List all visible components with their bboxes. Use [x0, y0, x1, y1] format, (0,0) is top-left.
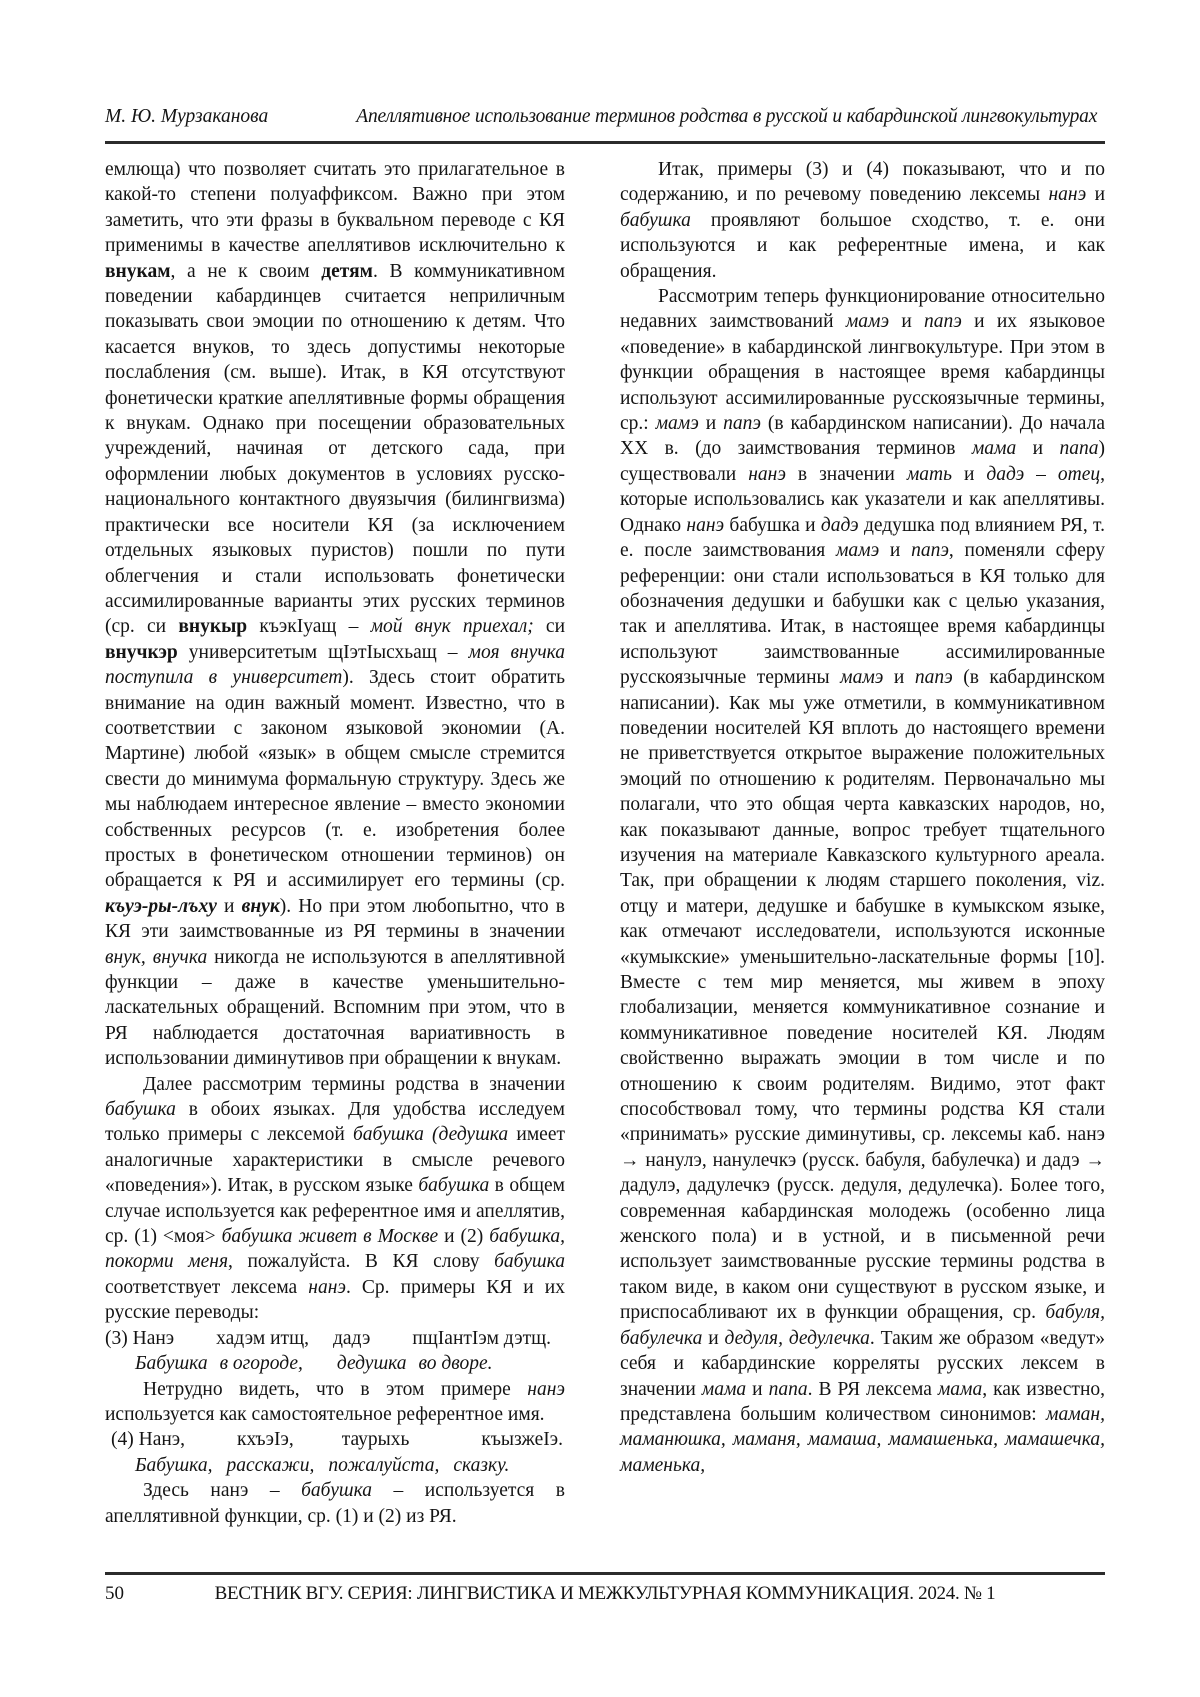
example-gap	[174, 1343, 216, 1344]
text-run: и	[951, 463, 987, 485]
text-run: – используется в апеллятивной функции, ср. (1) и (2) из РЯ.	[105, 1480, 565, 1527]
header-rule	[105, 141, 1105, 144]
example-gap	[407, 1368, 419, 1369]
paragraph	[105, 157, 565, 1072]
text-run: къуэ-ры-лъху	[105, 895, 217, 917]
text-run: бабушка	[620, 209, 691, 231]
text-run: используется как самостоятельное референтное имя.	[105, 1403, 545, 1425]
footer-rule	[105, 1572, 1105, 1575]
text-run: в огороде,	[219, 1353, 303, 1375]
text-run: соответствует лексема	[105, 1276, 309, 1298]
column-left	[105, 157, 565, 1529]
text-run: и	[1016, 438, 1060, 460]
text-run: (в кабардинском написании). Как мы уже отметили, в коммуникативном поведении носителей КЯ вплоть до настоящего времени не приветствуется открытое выражение положительных эмоций по отношению к родителям. Первоначально мы полагали, что это общая черта кавказских народов, но, как показывают данные, вопрос требует тщательного изучения на материале Кавказского культурного ареала. Так, при обращении к людям старшего поколения, viz. отцу и матери, дедушке и бабушке в кумыкском языке, как отмечают исследователи, используются исконные «кумыкские» уменьшительно-ласкательные формы [10]. Вместе с тем мир меняется, мы живем в эпоху глобализации, меняется коммуникативное сознание и коммуникативное поведение носителей КЯ. Людям свойственно выражать эмоции в том числе и по отношению к своим родителям. Видимо, этот факт способствовал тому, что термины родства КЯ стали «принимать» русские диминутивы, ср. лексемы каб. нанэ → нанулэ, нанулечкэ (русск. бабуля, бабулечка) и дадэ → дадулэ, дадулечкэ (русск. дедуля, дедулечка). Более того, современная кабардинская молодежь (особенно лица женского пола) и в устной, и в письменной речи использует заимствованные русские термины родства в таком виде, в каком они существуют в русском языке, и приспосабливают их в функции обращения, ср.	[620, 667, 1105, 1324]
text-run: пожалуйста,	[328, 1454, 440, 1476]
paragraph	[105, 1351, 565, 1376]
text-run: ). Но при этом любопытно, что в КЯ эти заимствованные из РЯ термины в значении	[105, 895, 566, 943]
text-run: бабушка (дедушка	[352, 1124, 509, 1146]
text-run: мой внук приехал;	[370, 616, 534, 638]
text-run: бабуля, бабулечка	[620, 1302, 1105, 1349]
text-run: и их языковое «поведение» в кабардинской лингвокультуре. При этом в функции обращения в настоящее время кабардинцы используют ассимилированные русскоязычные термины, ср.:	[620, 311, 1105, 435]
text-run: . Таким же образом «ведут» себя и кабардинские корреляты русских лексем в значении	[620, 1327, 1105, 1400]
paragraph	[620, 284, 1105, 1478]
text-run: ). Здесь стоит обратить внимание на один важный момент. Известно, что в соответствии с законом языковой экономии (А. Мартине) любой «язык» в общем смысле стремится свести до минимума формальную структуру. Здесь же мы наблюдаем интересное явление – вместо экономии собственных ресурсов (т. е. изобретения более простых в фонетическом отношении терминов) он обращается к РЯ и ассимилирует его термины (ср.	[105, 667, 565, 892]
text-run: дадэ	[820, 514, 859, 536]
text-run: в значении	[785, 463, 907, 485]
text-run: внукам	[105, 260, 171, 282]
text-run: в общем случае используется как референтное имя и апеллятив, ср. (1) <моя>	[105, 1175, 566, 1248]
text-run: . В коммуникативном поведении кабардинцев считается неприличным показывать свои эмоции по отношению к детям. Что касается внуков, то здесь допустимы некоторые послабления (см. выше). Итак, в КЯ отсутствуют фонетически краткие апеллятивные формы обращения к внукам. Однако при посещении образовательных учреждений, начиная от детского сада, при оформлении любых документов в условиях русско-национального контактного двуязычия (билингвизма) практически все носители КЯ (за исключением отдельных языковых пуристов) пошли по пути облегчения и стали использовать фонетически ассимилированные варианты этих русских терминов (ср. си	[105, 260, 565, 638]
column-right	[620, 157, 1105, 1529]
text-run: къэкIуащ –	[247, 616, 371, 638]
text-run: нанэ	[308, 1276, 346, 1298]
example-gap	[185, 1444, 237, 1445]
text-run: мамэ	[835, 540, 880, 562]
page-number: 50	[105, 1582, 124, 1604]
text-run: дедушка под влиянием РЯ, т. е. после заимствования	[620, 514, 1105, 562]
text-run: мама	[971, 438, 1017, 460]
text-run: (в кабардинском написании). До начала XX в. (до заимствования терминов	[620, 413, 1106, 460]
example-gap	[370, 1343, 412, 1344]
text-run: бабушка	[105, 1099, 176, 1121]
text-run: папэ	[914, 667, 953, 689]
text-run: . В РЯ лексема	[807, 1378, 938, 1400]
text-run: в обоих языках. Для удобства исследуем только примеры с лексемой	[105, 1099, 565, 1146]
text-run: бабушка	[494, 1251, 565, 1273]
text-run: (3) Нанэ	[105, 1327, 175, 1349]
example-gap	[212, 1470, 226, 1471]
text-run: никогда не используются в апеллятивной функции – даже в качестве уменьшительно-ласкательных обращений. Вспомним при этом, что в РЯ наблюдается достаточная вариативность в использовании диминутивов при обращении к внукам.	[105, 946, 565, 1070]
text-run: Бабушка,	[135, 1454, 213, 1476]
text-run: къызжеIэ.	[481, 1429, 563, 1451]
text-run: Далее рассмотрим термины родства в значении	[143, 1073, 565, 1095]
text-run: бабушка и	[724, 514, 821, 536]
paragraph	[105, 1326, 565, 1351]
text-run: , поменяли сферу референции: они стали использоваться в КЯ только для обозначения дедушки и бабушки как с целью указания, так и апеллятива. Итак, в настоящее время кабардинцы используют заимствованные ассимилированные русскоязычные термины	[620, 540, 1106, 689]
header-article-title: Апеллятивное использование терминов родства в русской и кабардинской лингвокультурах	[356, 106, 1098, 127]
text-run: пщIантIэм дэтщ.	[412, 1327, 551, 1349]
text-run: . Ср. примеры КЯ и их русские переводы:	[105, 1276, 565, 1324]
text-run: папэ	[924, 311, 962, 333]
text-run: дедуля, дедулечка	[724, 1327, 870, 1349]
text-run: папэ	[911, 540, 949, 562]
text-run: , как известно, представлена большим количеством синонимов:	[620, 1378, 1106, 1425]
text-run: Рассмотрим теперь функционирование относительно недавних заимствований	[620, 286, 1105, 333]
page-footer	[105, 1572, 1105, 1605]
text-run: папэ	[723, 413, 761, 435]
text-run: таурыхь	[341, 1429, 410, 1451]
text-run: нанэ	[686, 514, 725, 536]
example-gap	[439, 1470, 453, 1471]
text-run: внук	[241, 895, 280, 917]
text-run: внук, внучка	[105, 946, 208, 968]
running-head	[105, 106, 1105, 128]
text-run: и	[702, 1327, 725, 1349]
text-run: мамэ	[845, 311, 890, 333]
text-run: Итак, примеры (3) и (4) показывают, что и по содержанию, и по речевому поведению лексемы	[620, 159, 1105, 206]
text-run: Нетрудно видеть, что в этом примере	[143, 1378, 528, 1400]
text-run: имеет аналогичные характеристики в смысле речевого «поведения»). Итак, в русском языке	[105, 1124, 565, 1197]
header-author: М. Ю. Мурзаканова	[105, 106, 269, 127]
text-run: и	[746, 1378, 769, 1400]
text-run: расскажи,	[226, 1454, 315, 1476]
paragraph	[620, 157, 1105, 284]
text-run: дедушка	[336, 1353, 407, 1375]
text-run: нанэ	[748, 463, 786, 485]
text-run: , которые использовались как указатели и как апеллятивы. Однако	[620, 463, 1105, 536]
text-run: мама	[701, 1378, 747, 1400]
text-run: университетым щIэтIысхьащ –	[177, 641, 469, 663]
text-run: Бабушка	[135, 1353, 208, 1375]
text-run: внукыр	[178, 616, 248, 638]
text-run: моя внучка поступила в университет	[105, 641, 566, 689]
text-run: мамэ	[840, 667, 884, 689]
text-run: во дворе.	[418, 1353, 493, 1375]
text-run: нанэ	[1048, 184, 1087, 206]
text-run: и	[1086, 184, 1106, 206]
example-gap	[314, 1470, 328, 1471]
text-run: бабушка	[301, 1480, 372, 1502]
example-gap	[208, 1368, 220, 1369]
text-run: си	[533, 616, 566, 638]
article-body	[105, 157, 1105, 1529]
text-run: внучкэр	[105, 641, 178, 663]
text-run: бабушка	[418, 1175, 490, 1197]
text-run: проявляют большое сходство, т. е. они используются и как референтные имена, и как обращения.	[620, 209, 1105, 282]
example-gap	[409, 1444, 481, 1445]
text-run: , пожалуйста. В КЯ слову	[228, 1251, 495, 1273]
text-run: кхъэIэ,	[237, 1429, 294, 1451]
text-run: маман, маманюшка, маманя, мамаша, мамашенька, мамашечка, маменька,	[620, 1403, 1105, 1476]
paragraph	[105, 1072, 565, 1326]
text-run: папа	[1059, 438, 1099, 460]
text-run: , а не к своим	[170, 260, 322, 282]
text-run: (4) Нанэ,	[111, 1429, 186, 1451]
text-run: папа	[768, 1378, 808, 1400]
text-run: и	[216, 895, 242, 917]
paragraph	[105, 1377, 565, 1428]
text-run: ) существовали	[620, 438, 1106, 485]
text-run: дадэ – отец	[986, 463, 1101, 485]
example-gap	[294, 1444, 342, 1445]
text-run: и (2)	[438, 1226, 490, 1248]
text-run: мамэ	[655, 413, 699, 435]
paragraph	[105, 1453, 565, 1478]
text-run: дадэ	[332, 1327, 371, 1349]
text-run: хадэм итщ,	[216, 1327, 309, 1349]
text-run: и	[889, 311, 925, 333]
example-gap	[303, 1368, 337, 1369]
text-run: и	[883, 667, 915, 689]
text-run: бабушка живет в Москве	[221, 1226, 439, 1248]
text-run: и	[698, 413, 724, 435]
example-gap	[309, 1343, 333, 1344]
text-run: мать	[906, 463, 952, 485]
text-run: детям	[321, 260, 373, 282]
text-run: и	[879, 540, 912, 562]
text-run: Здесь нанэ –	[143, 1480, 302, 1502]
text-run: мама	[937, 1378, 983, 1400]
paragraph	[105, 1427, 565, 1452]
paragraph	[105, 1478, 565, 1529]
journal-title: ВЕСТНИК ВГУ. СЕРИЯ: ЛИНГВИСТИКА И МЕЖКУЛЬТУРНАЯ КОММУНИКАЦИЯ. 2024. № 1	[214, 1582, 996, 1604]
footer-line	[105, 1583, 1105, 1605]
text-run: емлюща) что позволяет считать это прилагательное в какой-то степени полуаффиксом. Важно при этом заметить, что эти фразы в буквальном переводе с КЯ применимы в качестве апеллятивов исключительно к	[105, 159, 565, 257]
text-run: бабушка, покорми меня	[105, 1226, 565, 1273]
text-run: нанэ	[527, 1378, 565, 1400]
text-run: сказку.	[453, 1454, 510, 1476]
